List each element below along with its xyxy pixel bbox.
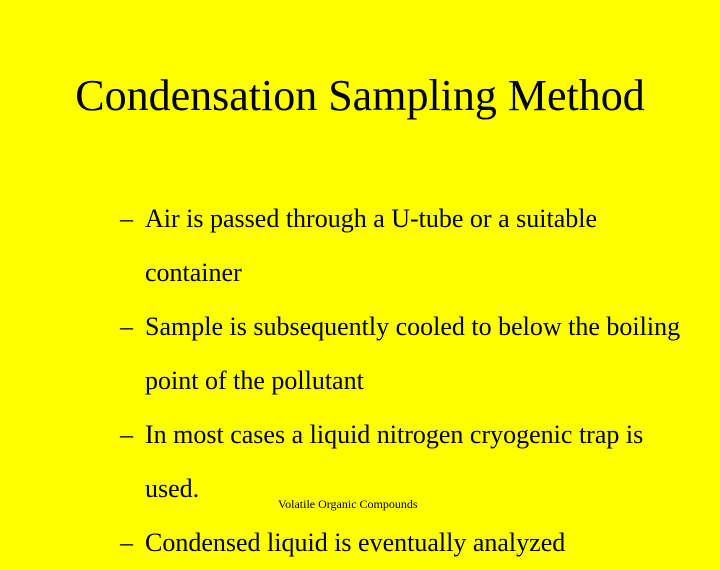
bullet-item <box>120 516 700 570</box>
bullet-list <box>120 192 700 570</box>
bullet-text: Air is passed through a U-tube or a suitable container <box>145 204 598 287</box>
slide-footer: Volatile Organic Compounds <box>278 497 418 511</box>
bullet-item <box>120 300 700 408</box>
bullet-text: Condensed liquid is eventually analyzed <box>145 528 566 557</box>
bullet-text: In most cases a liquid nitrogen cryogenic trap is used. <box>145 420 644 503</box>
dash-icon: – <box>120 312 133 341</box>
dash-icon: – <box>120 420 133 449</box>
dash-icon: – <box>120 204 133 233</box>
slide-title: Condensation Sampling Method <box>75 71 645 120</box>
bullet-item <box>120 192 700 300</box>
bullet-text: Sample is subsequently cooled to below the boiling point of the pollutant <box>145 312 681 395</box>
dash-icon: – <box>120 528 133 557</box>
